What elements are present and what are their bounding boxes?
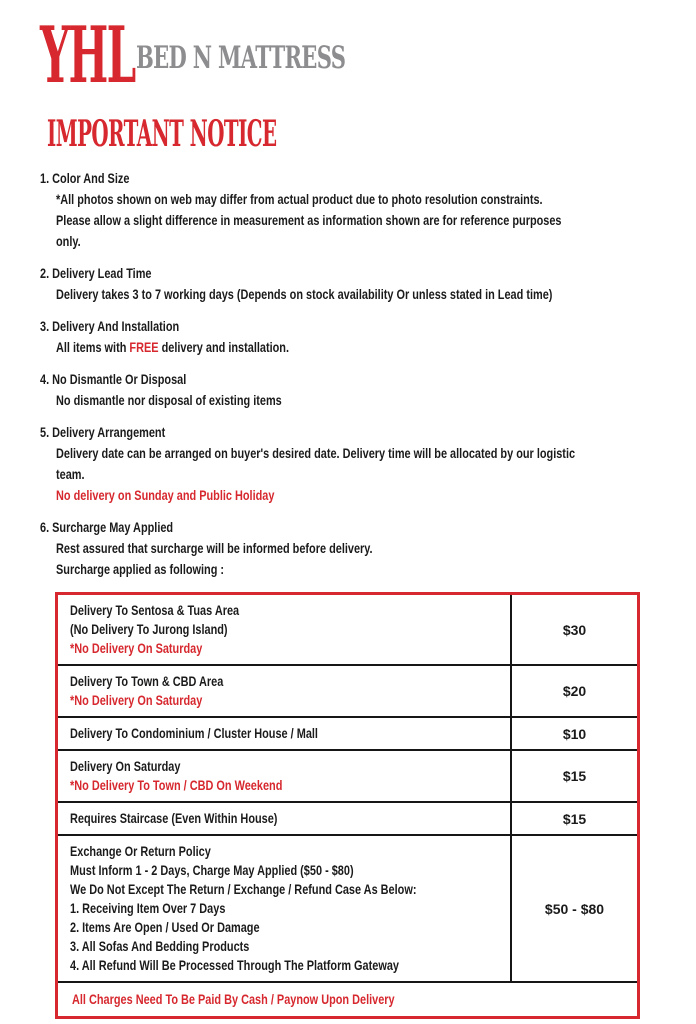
notice-text: Delivery date can be arranged on buyer's desired date. Delivery time will be allocated by our logistic: [56, 445, 576, 461]
surcharge-amount: $15: [562, 768, 587, 784]
notice-heading: 5. Delivery Arrangement: [40, 424, 166, 440]
notice-item-no-dismantle: [40, 369, 696, 411]
table-cell-text: Exchange Or Return Policy: [70, 843, 211, 859]
table-cell-text: We Do Not Except The Return / Exchange / Refund Case As Below:: [70, 881, 417, 897]
notice-item-delivery-arrangement: [40, 422, 696, 506]
table-cell-text: 1. Receiving Item Over 7 Days: [70, 900, 226, 916]
table-cell-text: Delivery To Condominium / Cluster House / Mall: [70, 725, 318, 741]
payment-note-text: All Charges Need To Be Paid By Cash / Paynow Upon Delivery: [72, 991, 395, 1007]
table-row-town-cbd: [58, 666, 637, 718]
surcharge-description: [58, 666, 512, 716]
surcharge-amount: $10: [562, 725, 587, 742]
notice-item-delivery-and-installation: [40, 316, 696, 358]
notice-item-color-and-size: [40, 168, 696, 252]
surcharge-description: [58, 718, 512, 749]
notice-heading: 1. Color And Size: [40, 170, 130, 186]
notice-text: Surcharge applied as following :: [56, 561, 225, 577]
table-row-exchange-return: [58, 836, 637, 983]
page-title: IMPORTANT NOTICE: [47, 113, 277, 155]
notice-text: Please allow a slight difference in measurement as information shown are for reference purposes: [56, 212, 562, 228]
table-cell-warning: *No Delivery To Town / CBD On Weekend: [70, 777, 283, 793]
table-cell-text: Delivery To Sentosa & Tuas Area: [70, 602, 240, 618]
notice-warning-text: No delivery on Sunday and Public Holiday: [56, 487, 275, 503]
surcharge-amount: $20: [562, 683, 587, 699]
notice-text: No dismantle nor disposal of existing items: [56, 392, 282, 408]
table-row-saturday: [58, 751, 637, 803]
free-highlight: FREE: [129, 339, 159, 355]
notice-text: Rest assured that surcharge will be informed before delivery.: [56, 540, 373, 556]
table-cell-text: Requires Staircase (Even Within House): [70, 810, 278, 826]
notice-heading: 2. Delivery Lead Time: [40, 265, 152, 281]
surcharge-amount: $15: [562, 810, 587, 827]
table-cell-text: Must Inform 1 - 2 Days, Charge May Applied ($50 - $80): [70, 862, 354, 878]
notice-text: only.: [56, 233, 81, 249]
table-cell-text: 4. All Refund Will Be Processed Through The Platform Gateway: [70, 957, 399, 973]
table-cell-text: 2. Items Are Open / Used Or Damage: [70, 919, 260, 935]
table-row-staircase: [58, 803, 637, 836]
table-cell-text: 3. All Sofas And Bedding Products: [70, 938, 250, 954]
surcharge-amount: $50 - $80: [544, 900, 605, 917]
notice-text-segment: All items with: [56, 339, 130, 355]
brand-logo: [40, 10, 696, 101]
table-cell-warning: *No Delivery On Saturday: [70, 692, 203, 708]
surcharge-amount: $30: [562, 621, 587, 638]
surcharge-description: [58, 595, 512, 664]
table-cell-text: Delivery To Town & CBD Area: [70, 673, 224, 689]
notice-heading: 3. Delivery And Installation: [40, 318, 180, 334]
table-row-sentosa-tuas: [58, 595, 637, 666]
notice-text: team.: [56, 466, 85, 482]
logo-tagline: BED N MATTRESS: [136, 40, 346, 76]
notice-heading: 6. Surcharge May Applied: [40, 519, 174, 535]
notice-text-segment: delivery and installation.: [158, 339, 290, 355]
surcharge-description: [58, 803, 512, 834]
notice-item-surcharge: [40, 517, 696, 580]
surcharge-description: [58, 836, 512, 981]
notice-list: [40, 168, 696, 580]
logo-yhl-text: YHL: [40, 10, 135, 101]
table-cell-text: Delivery On Saturday: [70, 758, 181, 774]
notice-text: *All photos shown on web may differ from actual product due to photo resolution constraints.: [56, 191, 543, 207]
surcharge-table: [55, 592, 640, 1019]
table-cell-text: (No Delivery To Jurong Island): [70, 621, 228, 637]
table-cell-warning: *No Delivery On Saturday: [70, 640, 203, 656]
notice-text: Delivery takes 3 to 7 working days (Depends on stock availability Or unless stated in Lead time): [56, 286, 553, 302]
table-row-condominium: [58, 718, 637, 751]
notice-text: [56, 337, 555, 358]
surcharge-description: [58, 751, 512, 801]
notice-heading: 4. No Dismantle Or Disposal: [40, 371, 187, 387]
notice-item-delivery-lead-time: [40, 263, 696, 305]
